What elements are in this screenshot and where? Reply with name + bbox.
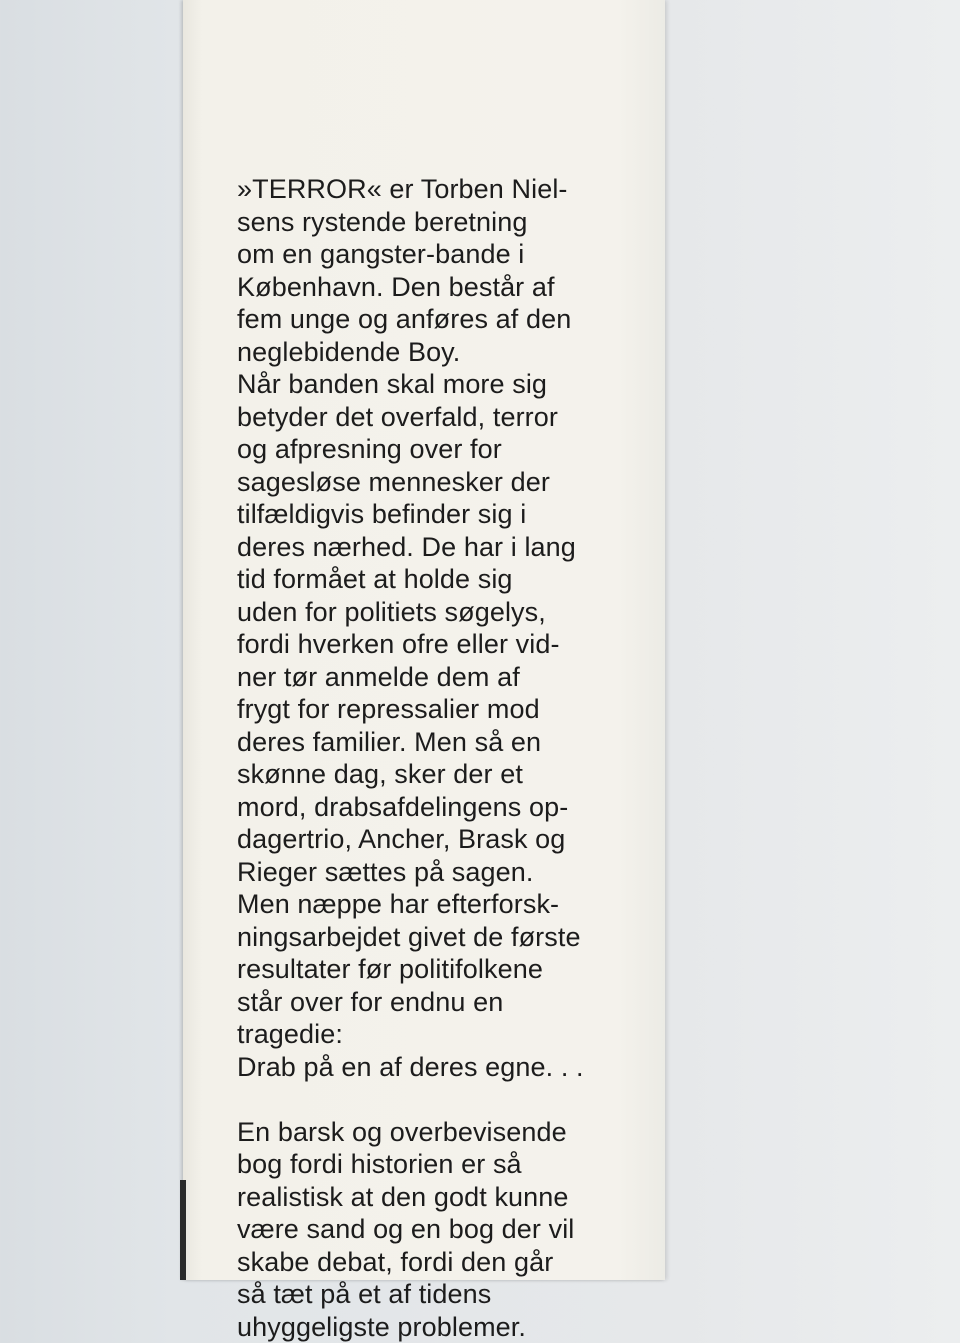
text-line: dagertrio, Ancher, Brask og (237, 823, 657, 856)
text-line: uhyggeligste problemer. (237, 1311, 657, 1343)
text-line: Men næppe har efterforsk- (237, 888, 657, 921)
text-line: står over for endnu en (237, 986, 657, 1019)
text-line: fordi hverken ofre eller vid- (237, 628, 657, 661)
text-line: »TERROR« er Torben Niel- (237, 173, 657, 206)
text-line: tilfældigvis befinder sig i (237, 498, 657, 531)
text-line: være sand og en bog der vil (237, 1213, 657, 1246)
text-line: sagesløse mennesker der (237, 466, 657, 499)
text-line: skønne dag, sker der et (237, 758, 657, 791)
text-line: neglebidende Boy. (237, 336, 657, 369)
text-line: deres familier. Men så en (237, 726, 657, 759)
text-line: bog fordi historien er så (237, 1148, 657, 1181)
text-line: Rieger sættes på sagen. (237, 856, 657, 889)
text-line: Når banden skal more sig (237, 368, 657, 401)
text-line: tragedie: (237, 1018, 657, 1051)
text-line: ningsarbejdet givet de første (237, 921, 657, 954)
text-line: resultater før politifolkene (237, 953, 657, 986)
text-line: om en gangster-bande i (237, 238, 657, 271)
text-line: En barsk og overbevisende (237, 1116, 657, 1149)
text-line: så tæt på et af tidens (237, 1278, 657, 1311)
text-line: betyder det overfald, terror (237, 401, 657, 434)
blurb-paragraph-1 (237, 173, 657, 1083)
blurb-text (237, 173, 657, 1343)
text-line: uden for politiets søgelys, (237, 596, 657, 629)
text-line: fem unge og anføres af den (237, 303, 657, 336)
text-line: realistisk at den godt kunne (237, 1181, 657, 1214)
text-line: mord, drabsafdelingens op- (237, 791, 657, 824)
text-line: tid formået at holde sig (237, 563, 657, 596)
text-line: frygt for repressalier mod (237, 693, 657, 726)
book-cover-edge (180, 1180, 186, 1280)
text-line: skabe debat, fordi den går (237, 1246, 657, 1279)
text-line: ner tør anmelde dem af (237, 661, 657, 694)
text-line: og afpresning over for (237, 433, 657, 466)
text-line: sens rystende beretning (237, 206, 657, 239)
text-line: København. Den består af (237, 271, 657, 304)
text-line: Drab på en af deres egne. . . (237, 1051, 657, 1084)
text-line: deres nærhed. De har i lang (237, 531, 657, 564)
blurb-paragraph-2 (237, 1116, 657, 1343)
